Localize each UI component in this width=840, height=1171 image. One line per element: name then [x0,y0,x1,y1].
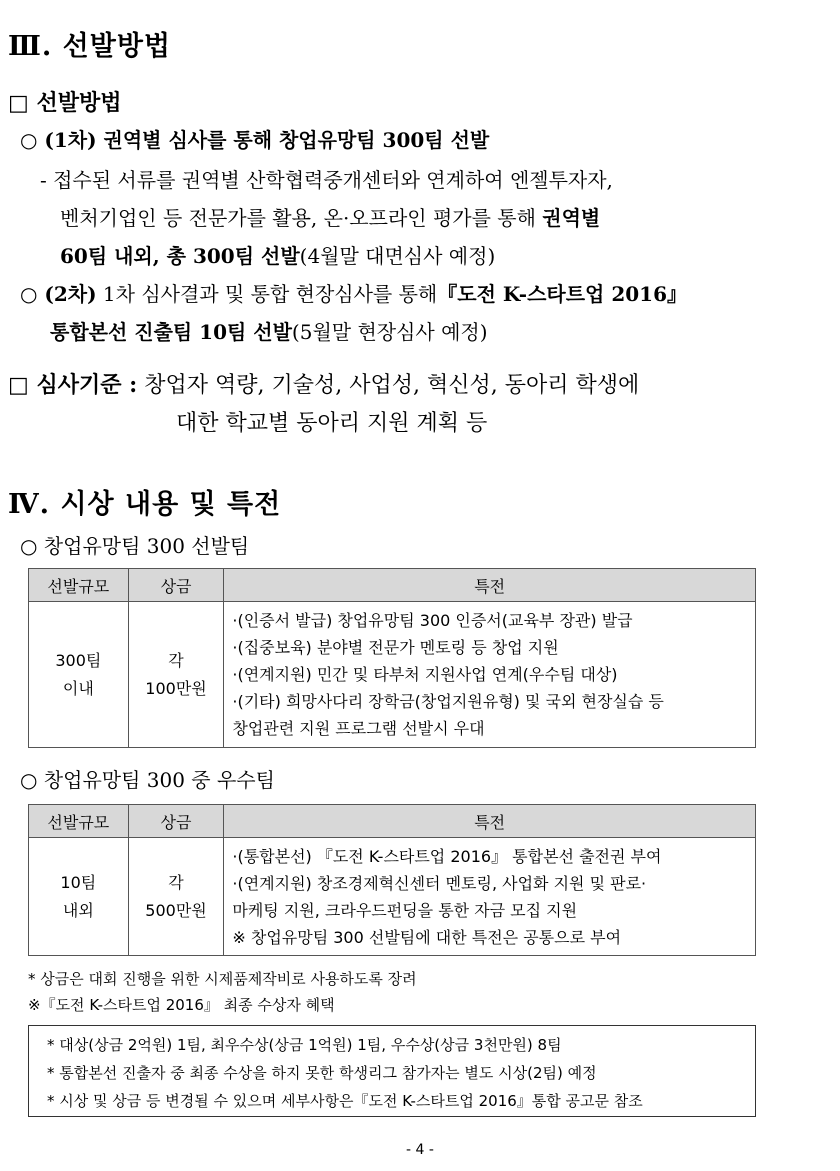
col-header-scale: 선발규모 [29,805,129,838]
cell-scale: 300팀 이내 [29,602,129,748]
round2-detail: 통합본선 진출팀 10팀 선발(5월말 현장심사 예정) [50,320,488,344]
col-header-perks: 특전 [224,805,756,838]
round2-heading: ○ (2차) 1차 심사결과 및 통합 현장심사를 통해『도전 K-스타트업 2016』 [20,282,687,306]
round1-detail-1: - 접수된 서류를 권역별 산학협력중개센터와 연계하여 엔젤투자자, [40,168,613,192]
award-details-box [28,1025,756,1117]
cell-scale: 10팀 내외 [29,838,129,956]
prize-usage-note: * 상금은 대회 진행을 위한 시제품제작비로 사용하도록 장려 [28,970,417,988]
cell-perks: ·(통합본선) 『도전 K-스타트업 2016』 통합본선 출전권 부여 ·(연계지원) 창조경제혁신센터 멘토링, 사업화 지원 및 판로· 마케팅 지원, 크라우드펀딩을 통한 자금 모집 지원 ※ 창업유망팀 300 선발팀에 대한 특전은 공통으로 부여 [224,838,756,956]
table-top300 [28,568,756,748]
col-header-prize: 상금 [128,569,224,602]
cell-prize: 각 500만원 [128,838,224,956]
group2-heading: ○ 창업유망팀 300 중 우수팀 [20,768,275,792]
table-top10 [28,804,756,956]
round1-heading: ○ (1차) 권역별 심사를 통해 창업유망팀 300팀 선발 [20,128,490,152]
section-4-title: Ⅳ. 시상 내용 및 특전 [8,489,282,520]
col-header-scale: 선발규모 [29,569,129,602]
page-number: - 4 - [406,1142,434,1158]
section-3-title: Ⅲ. 선발방법 [8,31,172,62]
col-header-prize: 상금 [128,805,224,838]
round1-detail-2: 벤처기업인 등 전문가를 활용, 온·오프라인 평가를 통해 권역별 [60,206,601,230]
cell-perks: ·(인증서 발급) 창업유망팀 300 인증서(교육부 장관) 발급 ·(집중보육) 분야별 전문가 멘토링 등 창업 지원 ·(연계지원) 민간 및 타부처 지원사업 연계(우수팀 대상) ·(기타) 희망사다리 장학금(창업지원유형) 및 국외 현장실습 등 창업관련 지원 프로그램 선발시 우대 [224,602,756,748]
selection-method-heading: □ 선발방법 [8,90,122,116]
award-detail-line: * 대상(상금 2억원) 1팀, 최우수상(상금 1억원) 1팀, 우수상(상금 3천만원) 8팀 [47,1036,562,1054]
award-detail-line: * 통합본선 진출자 중 최종 수상을 하지 못한 학생리그 참가자는 별도 시상(2팀) 예정 [47,1064,597,1082]
criteria-line-1: □ 심사기준 : 창업자 역량, 기술성, 사업성, 혁신성, 동아리 학생에 [8,372,640,398]
group1-heading: ○ 창업유망팀 300 선발팀 [20,534,250,558]
col-header-perks: 특전 [224,569,756,602]
award-detail-line: * 시상 및 상금 등 변경될 수 있으며 세부사항은『도전 K-스타트업 2016』통합 공고문 참조 [47,1092,643,1110]
final-award-note: ※『도전 K-스타트업 2016』 최종 수상자 혜택 [28,996,335,1014]
cell-prize: 각 100만원 [128,602,224,748]
criteria-line-2: 대한 학교별 동아리 지원 계획 등 [176,411,488,436]
round1-detail-3: 60팀 내외, 총 300팀 선발(4월말 대면심사 예정) [60,244,496,268]
